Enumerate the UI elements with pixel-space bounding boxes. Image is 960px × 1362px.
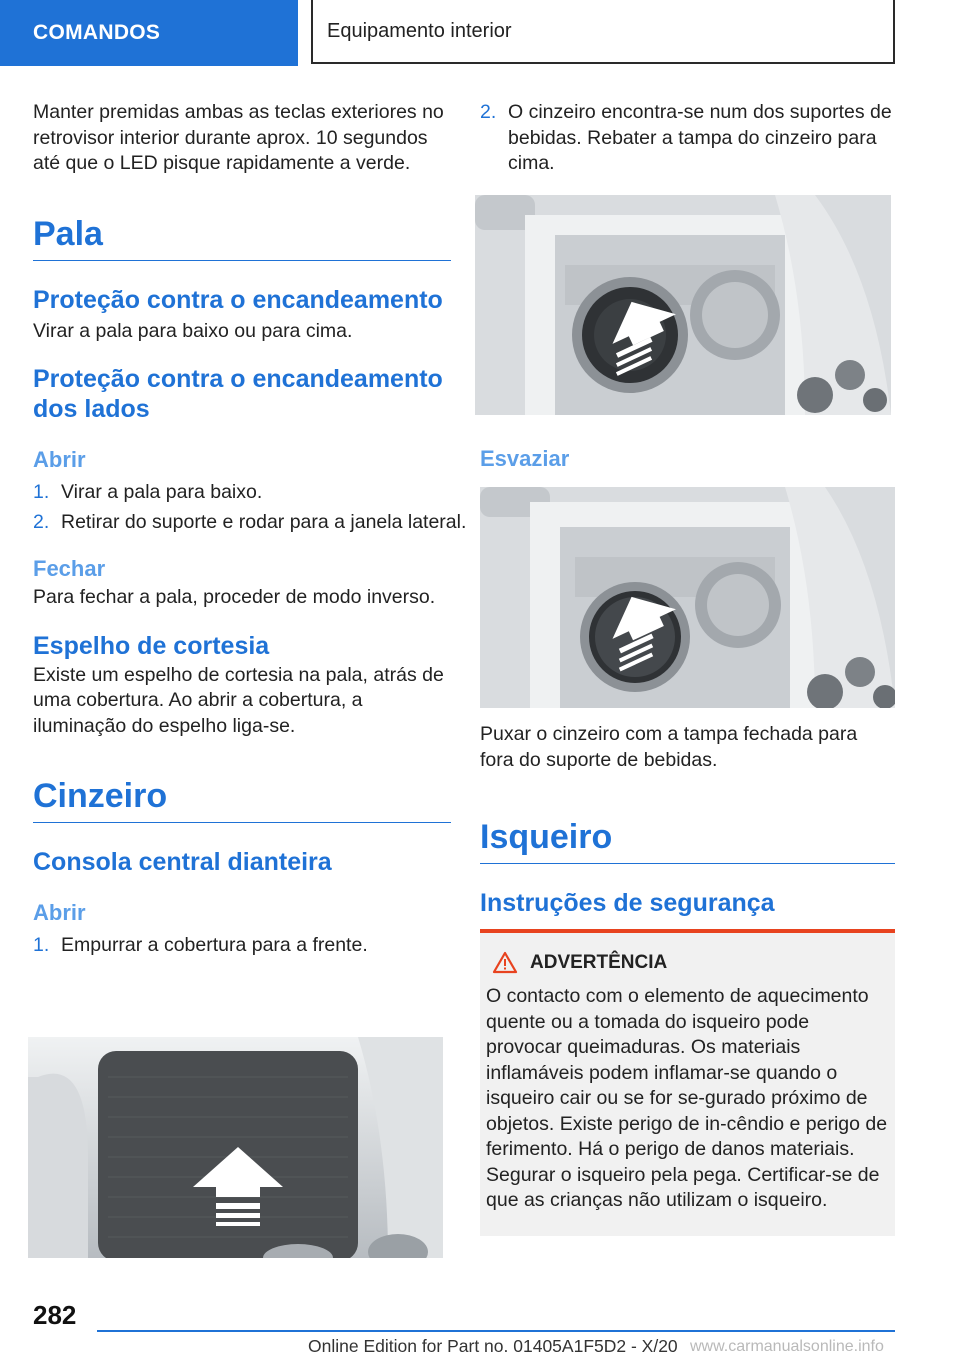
footer-divider [97,1330,895,1332]
step-number: 1. [33,934,50,956]
chapter-header [311,0,895,64]
esvaziar-text: Puxar o cinzeiro com a tampa fechada para fora do suporte de bebidas. [480,723,858,771]
heading-abrir-2: Abrir [33,900,86,925]
edition-text: Online Edition for Part no. 01405A1F5D2 - X/20 [308,1336,678,1356]
heading-cinzeiro: Cinzeiro [33,777,451,823]
list-item [480,100,896,177]
list-item [33,933,451,959]
heading-fechar: Fechar [33,556,106,581]
heading-consola: Consola central dianteira [33,848,332,876]
heading-seguranca: Instruções de segurança [480,889,775,917]
list-item [33,510,467,536]
step-text: Retirar do suporte e rodar para a janela lateral. [61,510,467,533]
step-number: 1. [33,481,50,503]
step-number: 2. [480,101,497,123]
console-cover-illustration [28,1037,443,1258]
heading-esvaziar: Esvaziar [480,446,570,471]
warning-label: ADVERTÊNCIA [530,951,668,973]
ashtray-closed-image [480,487,895,708]
step-text: Empurrar a cobertura para a frente. [61,934,368,956]
heading-espelho: Espelho de cortesia [33,631,270,660]
ashtray-open-image [475,195,891,415]
heading-abrir: Abrir [33,447,86,472]
warning-box [480,929,895,1236]
warning-text: O contacto com o elemento de aquecimento quente ou a tomada do isqueiro pode provocar queimaduras. Os materiais inflamáveis podem inflamar-se quando o isqueiro cair ou se for se-gurado próximo de objetos. Existe perigo de in-cêndio e perigo de ferimento. Há o perigo de danos materiais. Segurar o isqueiro pela pega. Certificar-se de que as crianças não utilizam o isqueiro. [486,985,888,1211]
chapter-title: Equipamento interior [327,19,512,42]
heading-protecao: Proteção contra o encandeamento [33,285,443,314]
warning-header [492,951,889,974]
fechar-text: Para fechar a pala, proceder de modo inverso. [33,586,436,608]
protecao-text: Virar a pala para baixo ou para cima. [33,319,353,342]
section-title: COMANDOS [33,21,161,44]
heading-pala: Pala [33,215,451,261]
espelho-text: Existe um espelho de cortesia na pala, atrás de uma cobertura. Ao abrir a cobertura, a iluminação do espelho liga-se. [33,663,444,737]
console-cover-image [28,1037,443,1258]
warning-triangle-icon [492,951,518,974]
watermark-text: www.carmanualsonline.info [690,1338,884,1355]
page-number: 282 [33,1300,77,1330]
step-number: 2. [33,510,50,533]
abrir2-steps [33,933,451,959]
ashtray-open-illustration [475,195,891,415]
right-column [480,100,896,177]
step-text: Virar a pala para baixo. [61,481,263,503]
step-text: O cinzeiro encontra-se num dos suportes de bebidas. Rebater a tampa do cinzeiro para cima. [508,101,892,174]
ashtray-closed-illustration [480,487,895,708]
intro-paragraph: Manter premidas ambas as teclas exteriores no retrovisor interior durante aprox. 10 segundos até que o LED pisque rapidamente a verde. [33,101,444,174]
section-tab [0,0,298,66]
heading-isqueiro: Isqueiro [480,818,895,864]
heading-protecao-lados: Proteção contra o encandeamento dos lados [33,365,443,423]
abrir-steps [33,480,467,535]
left-column [33,100,467,959]
list-item [33,480,451,506]
